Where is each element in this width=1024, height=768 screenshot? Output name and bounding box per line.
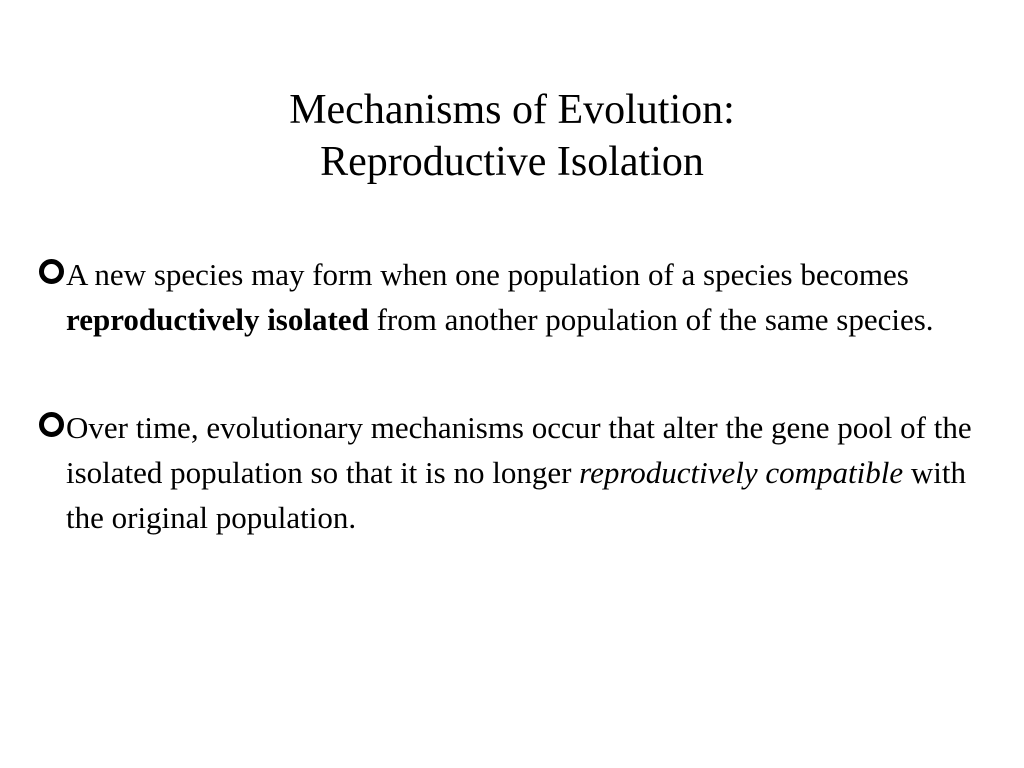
- title-line-2: Reproductive Isolation: [320, 139, 704, 185]
- hollow-circle-bullet-icon: [39, 259, 64, 284]
- bullet-item-1: [0, 252, 1024, 342]
- bullet-list: [0, 252, 1024, 540]
- slide-title: [0, 84, 1024, 188]
- bullet-item-2: [0, 405, 1024, 540]
- bullet-1-text-end: from another population of the same species.: [368, 302, 934, 337]
- bullet-2-emphasis: reproductively compatible: [579, 455, 904, 490]
- bullet-1-emphasis: reproductively isolated: [66, 302, 369, 337]
- bullet-1-text: A new species may form when one population of a species becomes: [66, 257, 909, 292]
- bullet-2-text: Over time, evolutionary mechanisms occur that alter the gene pool of the isolated population so that it is no longer: [66, 410, 972, 490]
- title-line-1: Mechanisms of Evolution:: [289, 87, 735, 133]
- bullet-2-text-end: with the original population.: [66, 455, 967, 535]
- hollow-circle-bullet-icon: [39, 412, 64, 437]
